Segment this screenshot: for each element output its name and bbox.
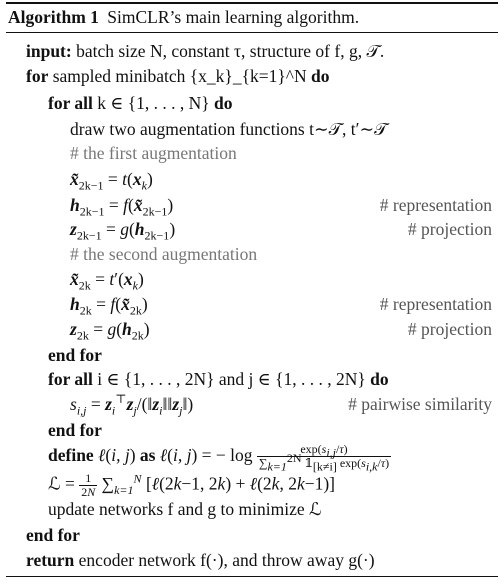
- line-forall-ij: [48, 368, 389, 390]
- line-similarity: $s_{i,j}$ = $z_i^⊤z_j/(‖z_i‖‖z_j‖)$: [70, 392, 194, 418]
- line-define: define ℓ(i, j) as ℓ(i, j) = − log $\frac{\exp(s_{i,j}/\tau)}{\sum_{k=1}^{2N} 𝟙_{[k\ne i]} \exp(s_{i,k}/\tau)}$: [48, 442, 390, 474]
- caption-label: Algorithm 1: [8, 7, 99, 27]
- forall-keyword-ij: for all: [48, 369, 93, 389]
- forall-ij-text: i ∈ {1, . . . , 2N} and j ∈ {1, . . . , 2N}: [97, 369, 366, 389]
- line-h1: $h_{2k-1}$ = $f(x̃_{2k-1})$: [70, 195, 174, 219]
- comment-proj-2: # projection: [407, 319, 492, 339]
- line-update: [48, 498, 322, 520]
- comment-first: # the first augmentation: [70, 143, 237, 163]
- line-input: [26, 40, 384, 62]
- for-keyword: for: [26, 66, 49, 86]
- return-keyword: return: [26, 550, 75, 570]
- k-range: k ∈ {1, . . . , N}: [97, 93, 210, 113]
- comment-sim: # pairwise similarity: [348, 394, 492, 414]
- line-forall-k: [48, 92, 233, 114]
- line-comment-second: [70, 243, 257, 265]
- input-text: batch size N, constant τ, structure of f, g, 𝒯.: [76, 41, 385, 61]
- line-comment-first: [70, 142, 237, 164]
- comment-proj-1: # projection: [407, 219, 492, 239]
- line-draw: [70, 118, 388, 140]
- caption-text: SimCLR’s main learning algorithm.: [107, 7, 360, 27]
- line-total-loss: ℒ = $\frac{1}{2N}$ $\sum_{k=1}^N$ [ℓ(2k−1, 2k) + ℓ(2k, 2k−1)]: [48, 471, 335, 499]
- line-endfor-ij: end for: [48, 420, 102, 440]
- draw-text: draw two augmentation functions t∼𝒯, t′∼𝒯: [70, 119, 388, 139]
- do-keyword-k: do: [214, 93, 233, 113]
- top-rule: [6, 2, 498, 4]
- return-text: encoder network f(·), and throw away g(·): [78, 550, 375, 570]
- bottom-rule: [6, 576, 498, 577]
- minibatch-text: sampled minibatch {x_k}_{k=1}^N: [52, 66, 307, 86]
- define-keyword: define: [48, 445, 94, 465]
- line-z1: $z_{2k-1} = g(h_{2k-1})$: [70, 219, 176, 243]
- line-return: [26, 549, 375, 571]
- line-endfor-outer: end for: [26, 525, 80, 545]
- line-aug1: $x̃_{2k-1} = t(x_k)$: [70, 169, 153, 193]
- line-h2: $h_{2k}$ = $f(x̃_{2k})$: [70, 294, 148, 318]
- as-keyword: as: [139, 445, 156, 465]
- algorithm-caption: [8, 6, 359, 28]
- update-text: update networks f and g to minimize ℒ: [48, 499, 322, 519]
- loss-fraction: $\frac{\exp(s_{i,j}/\tau)}{\sum_{k=1}^{2N} 𝟙_{[k\ne i]} \exp(s_{i,k}/\tau)}$: [258, 442, 390, 474]
- line-aug2: $x̃_{2k} = t'(x_k)$: [70, 269, 144, 293]
- line-z2: $z_{2k} = g(h_{2k})$: [70, 319, 150, 343]
- line-for-minibatch: [26, 65, 329, 87]
- comment-rep-1: # representation: [379, 195, 492, 215]
- caption-rule: [6, 32, 498, 33]
- comment-second: # the second augmentation: [70, 244, 258, 264]
- comment-rep-2: # representation: [379, 294, 492, 314]
- input-keyword: input:: [26, 41, 72, 61]
- do-keyword: do: [310, 66, 330, 86]
- forall-keyword: for all: [48, 93, 93, 113]
- line-endfor-k: end for: [48, 345, 102, 365]
- do-keyword-ij: do: [370, 369, 389, 389]
